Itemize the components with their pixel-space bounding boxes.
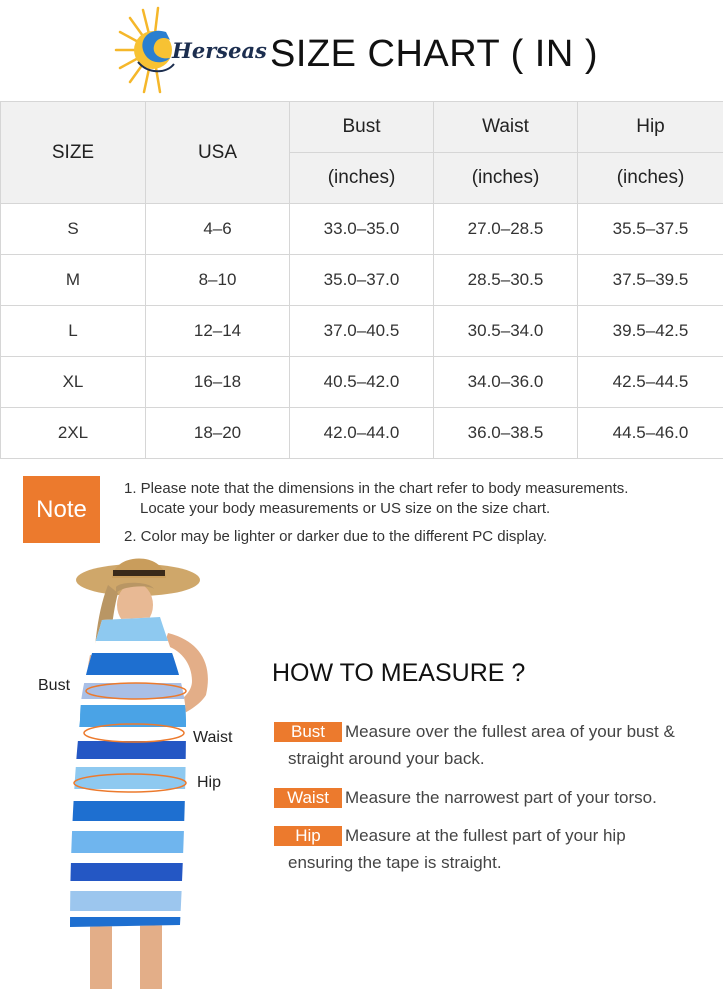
- cell-waist: 36.0–38.5: [434, 408, 578, 459]
- table-row: [1, 204, 723, 255]
- note-badge: Note: [23, 476, 100, 543]
- waist-text: Measure the narrowest part of your torso.: [345, 788, 657, 807]
- cell-usa: 4–6: [146, 204, 290, 255]
- cell-waist: 34.0–36.0: [434, 357, 578, 408]
- cell-hip: 44.5–46.0: [578, 408, 723, 459]
- cell-size: 2XL: [1, 408, 146, 459]
- cell-hip: 35.5–37.5: [578, 204, 723, 255]
- header: [0, 0, 723, 100]
- figure-label-waist: Waist: [193, 729, 233, 746]
- header-bust: Bust: [290, 102, 434, 153]
- bust-instruction: [274, 718, 714, 772]
- bust-text-continued: straight around your back.: [288, 749, 485, 768]
- cell-hip: 39.5–42.5: [578, 306, 723, 357]
- header-waist-unit: (inches): [434, 153, 578, 204]
- cell-bust: 35.0–37.0: [290, 255, 434, 306]
- header-bust-unit: (inches): [290, 153, 434, 204]
- cell-hip: 37.5–39.5: [578, 255, 723, 306]
- table-row: [1, 306, 723, 357]
- cell-bust: 40.5–42.0: [290, 357, 434, 408]
- cell-usa: 12–14: [146, 306, 290, 357]
- header-hip-unit: (inches): [578, 153, 723, 204]
- hip-tag: Hip: [274, 826, 342, 846]
- note-item-1: 1. Please note that the dimensions in the chart refer to body measurements.: [124, 480, 629, 497]
- header-hip: Hip: [578, 102, 723, 153]
- hip-text: Measure at the fullest part of your hip: [345, 826, 626, 845]
- header-usa: USA: [146, 102, 290, 204]
- brand-name: Herseas: [172, 38, 267, 63]
- note-item-1-continued: Locate your body measurements or US size on the size chart.: [140, 500, 551, 517]
- table-row: [1, 357, 723, 408]
- waist-tag: Waist: [274, 788, 342, 808]
- figure-label-bust: Bust: [38, 677, 71, 694]
- bust-text: Measure over the fullest area of your bust &: [345, 722, 675, 741]
- cell-bust: 42.0–44.0: [290, 408, 434, 459]
- cell-bust: 37.0–40.5: [290, 306, 434, 357]
- cell-size: L: [1, 306, 146, 357]
- bust-tag: Bust: [274, 722, 342, 742]
- table-row: [1, 408, 723, 459]
- cell-bust: 33.0–35.0: [290, 204, 434, 255]
- hip-instruction: [274, 822, 714, 876]
- header-waist: Waist: [434, 102, 578, 153]
- page-title: SIZE CHART ( IN ): [270, 33, 599, 75]
- cell-waist: 27.0–28.5: [434, 204, 578, 255]
- how-to-measure-title: HOW TO MEASURE ?: [272, 659, 526, 687]
- cell-waist: 28.5–30.5: [434, 255, 578, 306]
- cell-usa: 18–20: [146, 408, 290, 459]
- waist-instruction: [274, 784, 714, 811]
- cell-size: M: [1, 255, 146, 306]
- cell-usa: 16–18: [146, 357, 290, 408]
- cell-waist: 30.5–34.0: [434, 306, 578, 357]
- figure-label-hip: Hip: [197, 774, 222, 791]
- cell-usa: 8–10: [146, 255, 290, 306]
- cell-size: XL: [1, 357, 146, 408]
- hip-text-continued: ensuring the tape is straight.: [288, 853, 502, 872]
- size-chart-table: [0, 101, 723, 459]
- cell-size: S: [1, 204, 146, 255]
- model-illustration: [0, 545, 270, 989]
- table-row: [1, 255, 723, 306]
- cell-hip: 42.5–44.5: [578, 357, 723, 408]
- note-item-2: 2. Color may be lighter or darker due to the different PC display.: [124, 528, 547, 545]
- note-text: [124, 479, 714, 547]
- header-size: SIZE: [1, 102, 146, 204]
